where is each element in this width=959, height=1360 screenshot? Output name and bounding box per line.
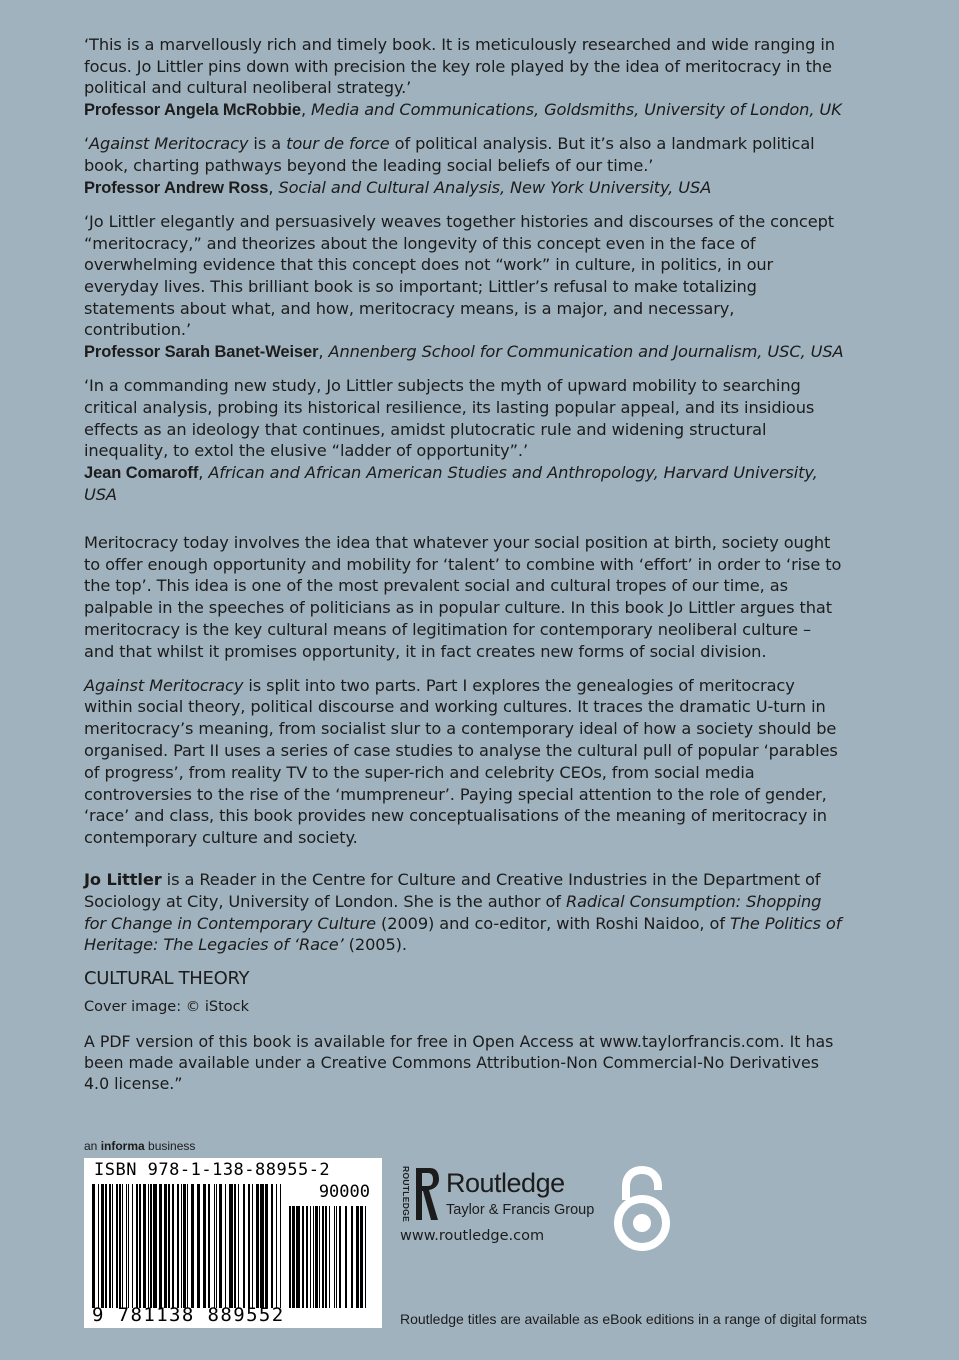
barcode-bar xyxy=(360,1206,363,1308)
endorsement-affiliation: Social and Cultural Analysis, New York University, USA xyxy=(278,177,712,197)
barcode-bar xyxy=(310,1206,311,1308)
barcode-bar xyxy=(234,1184,236,1308)
ean-digits: 9 781138 889552 xyxy=(92,1304,285,1326)
barcode-bar xyxy=(197,1184,200,1308)
barcode-bar xyxy=(296,1206,300,1308)
informa-brand: informa xyxy=(100,1139,145,1153)
endorsement-2 xyxy=(84,133,844,199)
endorsement-4 xyxy=(84,375,844,506)
endorsement-source: Professor Andrew Ross, Social and Cultural Analysis, New York University, USA xyxy=(84,177,712,197)
barcode-bar xyxy=(322,1206,324,1308)
barcode-bar xyxy=(289,1206,291,1308)
barcode-bar xyxy=(276,1184,277,1308)
barcode-bar xyxy=(315,1206,318,1308)
bio-text: (2005). xyxy=(343,935,407,955)
barcode-bar xyxy=(92,1184,95,1308)
endorsement-3 xyxy=(84,211,844,363)
description-paragraph-2 xyxy=(84,675,844,849)
barcode-bar xyxy=(116,1184,118,1308)
book-title-italic: The Politics of Heritage: The Legacies of ‘Race’ xyxy=(84,913,842,955)
barcode-bar xyxy=(122,1184,123,1308)
informa-tagline: an informa business xyxy=(84,1139,196,1153)
barcode-bar xyxy=(336,1206,337,1308)
barcode-bar xyxy=(105,1184,107,1308)
author-name: Jo Littler xyxy=(84,870,162,890)
barcode-bar xyxy=(132,1184,133,1308)
cover-credit: Cover image: © iStock xyxy=(84,999,249,1016)
endorsement-source: Professor Angela McRobbie, Media and Communications, Goldsmiths, University of London, UK xyxy=(84,99,842,119)
barcode-bar xyxy=(119,1184,121,1308)
isbn-text: ISBN 978-1-138-88955-2 xyxy=(94,1160,331,1180)
barcode-bar xyxy=(191,1184,194,1308)
barcode-bar xyxy=(256,1184,259,1308)
barcode-bar xyxy=(225,1184,226,1308)
barcode-bar xyxy=(208,1184,210,1308)
barcode-bar xyxy=(112,1184,113,1308)
barcode-bar xyxy=(153,1184,157,1308)
barcode-bar xyxy=(319,1206,320,1308)
barcode-bar xyxy=(271,1184,273,1308)
barcode-bar xyxy=(150,1184,152,1308)
endorsement-text: ‘In a commanding new study, Jo Littler subjects the myth of upward mobility to searching critical analysis, probing its historical resilience, its lasting popular appeal, and its insidious effects as an ideology that continues, amidst plutocratic rule and widening structural inequality, to extol the elusive “ladder of opportunity”.’ xyxy=(84,376,815,461)
barcode-bar xyxy=(139,1184,141,1308)
back-cover-content xyxy=(84,34,844,1094)
barcode-bar xyxy=(248,1184,250,1308)
book-title-italic: Radical Consumption: Shopping for Change in Contemporary Culture xyxy=(84,891,822,933)
endorsement-affiliation: Annenberg School for Communication and Journalism, USC, USA xyxy=(328,341,844,361)
barcode-bar xyxy=(216,1184,217,1308)
endorsement-open-quote: ‘ xyxy=(84,134,90,154)
endorsement-affiliation: African and African American Studies and Anthropology, Harvard University, USA xyxy=(84,462,818,505)
barcode-bar xyxy=(351,1206,353,1308)
barcode-bar xyxy=(325,1206,327,1308)
barcode-bar xyxy=(339,1206,341,1308)
description-paragraph-1: Meritocracy today involves the idea that whatever your social position at birth, society ought to offer enough opportunity and mobility for ‘talent’ to combine with ‘effort’ in order to ‘rise to the top’. This idea is one of the most prevalent social and cultural tropes of our time, as palpable in the speeches of politicians as in popular culture. In this book Jo Littler argues that meritocracy is the key cultural means of legitimation for contemporary neoliberal culture – and that whilst it promises opportunity, it in fact creates new forms of social division. xyxy=(84,532,842,661)
endorsement-author: Professor Andrew Ross xyxy=(84,178,269,197)
barcode-bar xyxy=(280,1184,281,1308)
barcode-bar xyxy=(126,1184,127,1308)
barcode-bar xyxy=(98,1184,99,1308)
endorsement-text: ‘Jo Littler elegantly and persuasively weaves together histories and discourses of the concept “meritocracy,” and theorizes about the longevity of this concept even in the face of overwhelming evidence that this concept does not “work” in culture, in politics, in our everyday lives. This brilliant book is so important; Littler’s refusal to make totalizing statements about what, and how, meritocracy means, is a major, and necessary, contribution.’ xyxy=(84,212,834,340)
publisher-vertical-label: ROUTLEDGE xyxy=(401,1166,411,1223)
ebook-availability-note: Routledge titles are available as eBook editions in a range of digital formats xyxy=(400,1311,867,1327)
barcode-bar xyxy=(219,1184,222,1308)
barcode-bar xyxy=(365,1206,366,1308)
bio-text: is a Reader in the Centre for Culture and Creative Industries in the Department of Sociology at City, University of London. She is the author of xyxy=(84,870,821,911)
barcode-bar xyxy=(181,1184,182,1308)
barcode-bar xyxy=(136,1184,138,1308)
bio-text: (2009) and co-editor, with Roshi Naidoo, of xyxy=(375,913,730,933)
endorsement-affiliation: Media and Communications, Goldsmiths, University of London, UK xyxy=(311,99,842,119)
endorsement-author: Professor Sarah Banet-Weiser xyxy=(84,342,319,361)
barcode-bar xyxy=(229,1184,233,1308)
endorsement-text: of political analysis. But it’s also a landmark political book, charting pathways beyond the leading social beliefs of our time.’ xyxy=(84,134,815,175)
price-code: 90000 xyxy=(318,1182,370,1202)
endorsement-text: is a xyxy=(248,134,287,154)
barcode-bar xyxy=(265,1184,268,1308)
publisher-name: Routledge xyxy=(446,1168,565,1198)
publisher-website[interactable]: www.routledge.com xyxy=(400,1228,545,1244)
barcode-bar xyxy=(329,1206,330,1308)
barcode-bar xyxy=(177,1184,179,1308)
subject-category: CULTURAL THEORY xyxy=(84,968,250,990)
barcode-bar xyxy=(168,1184,170,1308)
barcode-bar xyxy=(159,1184,162,1308)
barcode-bar xyxy=(128,1184,129,1308)
barcode-bar xyxy=(143,1184,146,1308)
barcode-bar xyxy=(334,1206,335,1308)
open-access-lock-icon xyxy=(610,1166,674,1252)
barcode-bar xyxy=(172,1184,174,1308)
barcode-bar xyxy=(214,1184,215,1308)
barcode-addon-bars xyxy=(289,1206,369,1308)
endorsement-source: Professor Sarah Banet-Weiser, Annenberg School for Communication and Journalism, USC, USA xyxy=(84,341,844,361)
barcode-bar xyxy=(356,1206,359,1308)
italic-phrase: tour de force xyxy=(286,134,390,154)
barcode-bar xyxy=(164,1184,167,1308)
endorsement-source: Jean Comaroff, African and African American Studies and Anthropology, Harvard University, USA xyxy=(84,462,818,505)
routledge-logo-icon xyxy=(414,1166,440,1222)
barcode-bar xyxy=(187,1184,188,1308)
book-title-italic: Against Meritocracy xyxy=(84,675,244,695)
barcode-bar xyxy=(183,1184,186,1308)
barcode-bar xyxy=(306,1206,308,1308)
barcode-bar xyxy=(345,1206,347,1308)
barcode-bar xyxy=(292,1206,295,1308)
open-access-license: A PDF version of this book is available for free in Open Access at www.taylorfrancis.com. It has been made available under a Creative Commons Attribution-Non Commercial-No Derivatives 4.0 license.” xyxy=(84,1032,834,1094)
endorsement-author: Professor Angela McRobbie xyxy=(84,100,301,119)
barcode-bar xyxy=(101,1184,104,1308)
book-title-italic: Against Meritocracy xyxy=(89,134,249,154)
barcode-bar xyxy=(243,1184,245,1308)
barcode-bar xyxy=(260,1184,264,1308)
barcode-bar xyxy=(313,1206,314,1308)
barcode-bar xyxy=(302,1206,304,1308)
barcode-bars xyxy=(92,1184,284,1308)
description-text: is split into two parts. Part I explores the genealogies of meritocracy within social theory, political discourse and working cultures. It traces the dramatic U-turn in meritocracy’s meaning, from socialist slur to a contemporary ideal of how a society should be organised. Part II uses a series of case studies to analyse the cultural pull of popular ‘parables of progress’, from reality TV to the super-rich and celebrity CEOs, from social media controversies to the rise of the ‘mumpreneur’. Paying special attention to the role of gender, ‘race’ and class, this book provides new conceptualisations of the meaning of meritocracy in contemporary culture and society. xyxy=(84,675,838,848)
barcode-bar xyxy=(203,1184,206,1308)
endorsement-1 xyxy=(84,34,844,121)
isbn-barcode xyxy=(84,1158,382,1328)
barcode-bar xyxy=(252,1184,253,1308)
publisher-group: Taylor & Francis Group xyxy=(446,1202,595,1218)
barcode-bar xyxy=(109,1184,111,1308)
author-bio xyxy=(84,869,844,956)
barcode-bar xyxy=(148,1184,149,1308)
endorsement-author: Jean Comaroff xyxy=(84,463,199,482)
endorsement-text: ‘This is a marvellously rich and timely book. It is meticulously researched and wide ranging in focus. Jo Littler pins down with precision the key role played by the idea of meritocracy in the political and cultural neoliberal strategy.’ xyxy=(84,35,835,98)
barcode-bar xyxy=(238,1184,239,1308)
